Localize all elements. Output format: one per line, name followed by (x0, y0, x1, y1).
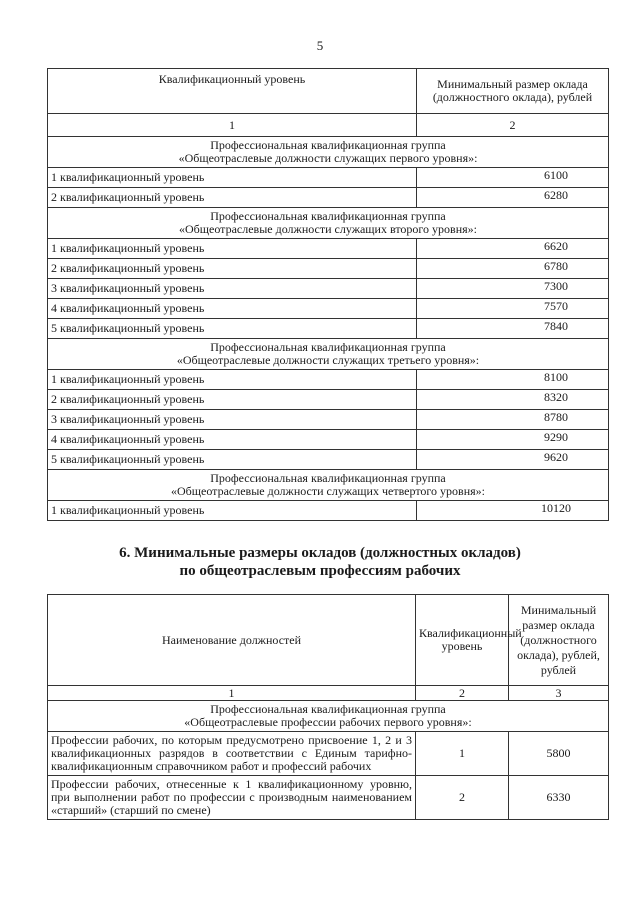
group-title-row (48, 470, 609, 501)
group-title-row (48, 701, 609, 732)
table-header-row (48, 69, 609, 114)
table-row (48, 430, 609, 450)
table-row (48, 732, 609, 776)
salary-cell: 7840 (417, 319, 609, 339)
salary-cell: 6280 (417, 188, 609, 208)
position-name-cell: Профессии рабочих, отнесенные к 1 квалификационному уровню, при выполнении работ по профессии с производным наименованием «старший» (старший по смене) (48, 776, 416, 820)
group-title-row (48, 339, 609, 370)
level-cell: 1 квалификационный уровень (48, 501, 417, 521)
col-number: 2 (416, 686, 509, 701)
salary-cell: 5800 (509, 732, 609, 776)
salary-cell: 8320 (417, 390, 609, 410)
salary-cell: 8780 (417, 410, 609, 430)
level-cell: 2 квалификационный уровень (48, 188, 417, 208)
level-cell: 3 квалификационный уровень (48, 410, 417, 430)
table-row (48, 410, 609, 430)
column-number-row (48, 114, 609, 137)
table-row (48, 239, 609, 259)
header-position-name: Наименование должностей (48, 595, 416, 686)
salary-table-employees (47, 68, 609, 521)
salary-cell: 6100 (417, 168, 609, 188)
header-salary: Минимальный размер оклада (должностного оклада), рублей, рублей (509, 595, 609, 686)
table-row (48, 168, 609, 188)
level-cell: 1 (416, 732, 509, 776)
level-cell: 1 квалификационный уровень (48, 370, 417, 390)
table-row (48, 188, 609, 208)
salary-cell: 9290 (417, 430, 609, 450)
salary-cell: 8100 (417, 370, 609, 390)
table-row (48, 319, 609, 339)
level-cell: 2 квалификационный уровень (48, 390, 417, 410)
table-row (48, 450, 609, 470)
header-salary: Минимальный размер оклада (должностного оклада), рублей (417, 69, 609, 114)
level-cell: 2 квалификационный уровень (48, 259, 417, 279)
salary-cell: 10120 (417, 501, 609, 521)
page-number: 5 (316, 38, 324, 53)
table-row (48, 776, 609, 820)
group-title-row (48, 208, 609, 239)
salary-table-workers (47, 594, 609, 820)
table-row (48, 279, 609, 299)
position-name-cell: Профессии рабочих, по которым предусмотрено присвоение 1, 2 и 3 квалификационных разрядов в соответствии с Единым тарифно-квалификационным справочником работ и профессий рабочих (48, 732, 416, 776)
level-cell: 3 квалификационный уровень (48, 279, 417, 299)
table-row (48, 370, 609, 390)
col-number: 3 (509, 686, 609, 701)
table-row (48, 390, 609, 410)
section-heading-line: 6. Минимальные размеры окладов (должностных окладов) (119, 545, 521, 561)
level-cell: 4 квалификационный уровень (48, 430, 417, 450)
level-cell: 4 квалификационный уровень (48, 299, 417, 319)
group-title: Профессиональная квалификационная группа «Общеотраслевые должности служащих третьего уровня»: (48, 339, 609, 370)
col-number: 2 (417, 114, 609, 137)
level-cell: 5 квалификационный уровень (48, 319, 417, 339)
table-row (48, 299, 609, 319)
level-cell: 2 (416, 776, 509, 820)
group-title: Профессиональная квалификационная группа «Общеотраслевые должности служащих четвертого уровня»: (48, 470, 609, 501)
salary-cell: 7570 (417, 299, 609, 319)
section-heading (0, 544, 640, 580)
salary-cell: 7300 (417, 279, 609, 299)
col-number: 1 (48, 686, 416, 701)
table-row (48, 501, 609, 521)
salary-cell: 6620 (417, 239, 609, 259)
salary-cell: 6330 (509, 776, 609, 820)
level-cell: 1 квалификационный уровень (48, 239, 417, 259)
table-row (48, 259, 609, 279)
salary-cell: 9620 (417, 450, 609, 470)
level-cell: 1 квалификационный уровень (48, 168, 417, 188)
col-number: 1 (48, 114, 417, 137)
header-level: Квалификационный уровень (416, 595, 509, 686)
group-title-row (48, 137, 609, 168)
header-level: Квалификационный уровень (48, 69, 417, 114)
column-number-row (48, 686, 609, 701)
salary-cell: 6780 (417, 259, 609, 279)
level-cell: 5 квалификационный уровень (48, 450, 417, 470)
table-header-row (48, 595, 609, 686)
group-title: Профессиональная квалификационная группа «Общеотраслевые должности служащих первого уровня»: (48, 137, 609, 168)
group-title: Профессиональная квалификационная группа «Общеотраслевые профессии рабочих первого уровня»: (48, 701, 609, 732)
section-heading-line: по общеотраслевым профессиям рабочих (179, 563, 461, 579)
group-title: Профессиональная квалификационная группа «Общеотраслевые должности служащих второго уровня»: (48, 208, 609, 239)
